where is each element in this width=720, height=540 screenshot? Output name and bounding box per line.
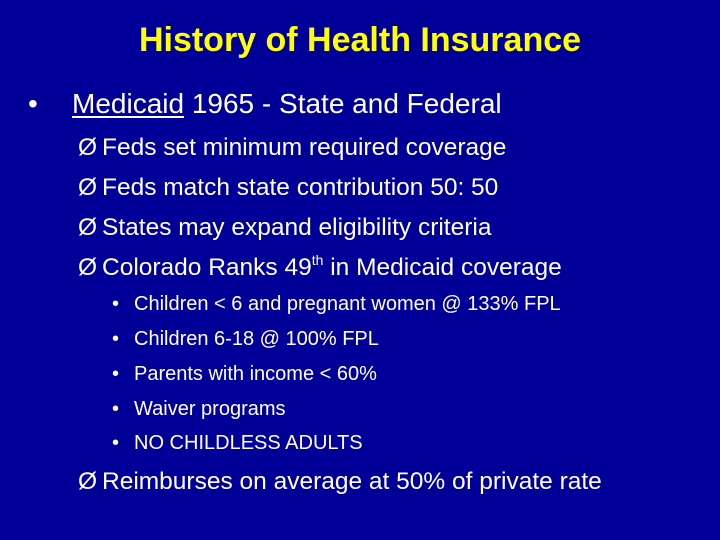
detail-item [112,291,561,317]
main-bullet [28,86,502,122]
detail-item-text: Children < 6 and pregnant women @ 133% FPL [134,293,561,315]
slide-title: History of Health Insurance [138,21,582,59]
bullet-icon: • [112,293,120,315]
sub-item [78,252,562,284]
arrow-bullet-icon: Ø [78,468,98,495]
sub-item-text: Feds set minimum required coverage [102,134,507,161]
detail-item-text: Children 6-18 @ 100% FPL [134,328,379,350]
final-item [78,466,602,498]
sub-item-text: States may expand eligibility criteria [102,214,492,241]
detail-item [112,430,363,456]
sub-item [78,212,491,244]
detail-item [112,396,286,422]
arrow-bullet-icon: Ø [78,134,98,161]
sub-item [78,172,498,204]
detail-item-text: NO CHILDLESS ADULTS [134,432,363,454]
sub-item-text: Colorado Ranks 49 [102,254,312,281]
sub-item-text: Feds match state contribution 50: 50 [102,174,499,201]
sub-item [78,132,506,164]
main-bullet-keyword: Medicaid [72,88,185,119]
final-item-text: Reimburses on average at 50% of private rate [102,468,602,495]
detail-item [112,326,379,352]
detail-item-text: Parents with income < 60% [134,363,377,385]
detail-item-text: Waiver programs [134,398,286,420]
bullet-icon: • [112,432,120,454]
bullet-icon: • [28,88,38,119]
bullet-icon: • [112,363,120,385]
arrow-bullet-icon: Ø [78,174,98,201]
arrow-bullet-icon: Ø [78,214,98,241]
sub-item-text: in Medicaid coverage [323,254,562,281]
bullet-icon: • [112,328,120,350]
main-bullet-text: 1965 - State and Federal [184,88,502,119]
arrow-bullet-icon: Ø [78,254,98,281]
bullet-icon: • [112,398,120,420]
detail-item [112,361,377,387]
superscript: th [311,252,324,268]
